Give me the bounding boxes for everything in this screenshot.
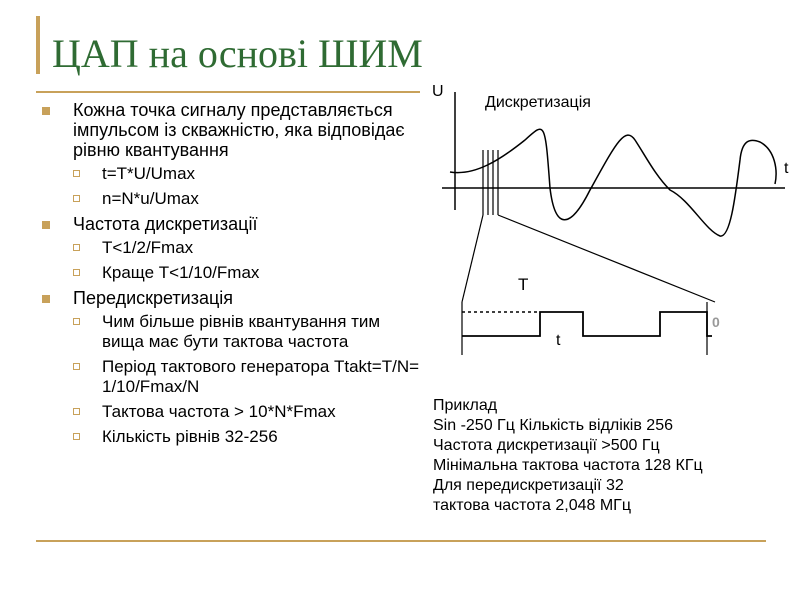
sub-bullet-text: T<1/2/Fmax — [102, 238, 194, 257]
t-axis-label: t — [784, 160, 789, 177]
footer-rule — [36, 540, 766, 542]
bullet-item — [42, 100, 422, 160]
sub-bullet-square-icon — [73, 269, 80, 276]
bullet-square-icon — [42, 221, 50, 229]
u-axis-label: U — [432, 83, 444, 100]
bullet-square-icon — [42, 107, 50, 115]
sampling-label: Дискретизація — [485, 94, 591, 111]
sub-bullet-square-icon — [73, 170, 80, 177]
pwm-waveform — [462, 312, 712, 336]
bullet-text: Передискретизація — [73, 288, 234, 308]
example-line: Частота дискретизації >500 Гц — [433, 437, 660, 454]
bullet-square-icon — [42, 295, 50, 303]
example-block — [433, 396, 703, 516]
sub-bullet-item — [42, 427, 422, 447]
sub-bullet-square-icon — [73, 195, 80, 202]
sub-bullet-text: Період тактового генератора Ttakt=T/N= 1/10/Fmax/N — [102, 357, 420, 396]
example-line: Sin -250 Гц Кількість відліків 256 — [433, 417, 673, 434]
slide-title: ЦАП на основі ШИМ — [52, 31, 423, 76]
sub-bullet-text: Тактова частота > 10*N*Fmax — [102, 402, 336, 421]
sub-bullet-square-icon — [73, 433, 80, 440]
sub-bullet-square-icon — [73, 408, 80, 415]
zoom-line-left — [462, 215, 483, 302]
example-line: Приклад — [433, 397, 498, 414]
top-accent-bar — [36, 16, 40, 74]
sub-bullet-item — [42, 312, 422, 352]
period-label: T — [518, 275, 529, 294]
signal-waveform — [450, 129, 776, 236]
title-underline — [36, 91, 420, 93]
bullet-text: Частота дискретизації — [73, 214, 258, 234]
zoom-line-right — [498, 215, 715, 302]
sub-bullet-text: Кількість рівнів 32-256 — [102, 427, 278, 446]
sub-bullet-square-icon — [73, 244, 80, 251]
bullet-item — [42, 214, 422, 234]
sub-bullet-item — [42, 263, 422, 283]
zero-level-label: 0 — [712, 314, 720, 330]
sub-bullet-text: t=T*U/Umax — [102, 164, 196, 183]
bullet-list — [42, 100, 422, 452]
sub-bullet-item — [42, 402, 422, 422]
example-line: Для передискретизації 32 — [433, 477, 624, 494]
sub-bullet-item — [42, 189, 422, 209]
sub-bullet-square-icon — [73, 363, 80, 370]
bullet-text: Кожна точка сигналу представляється імпульсом із скважністю, яка відповідає рівню квантування — [73, 100, 405, 160]
sub-bullet-square-icon — [73, 318, 80, 325]
bullet-item — [42, 288, 422, 308]
pwm-diagram — [430, 80, 800, 380]
sub-bullet-text: Краще T<1/10/Fmax — [102, 263, 260, 282]
sub-bullet-item — [42, 357, 422, 397]
sub-bullet-text: Чим більше рівнів квантування тим вища має бути тактова частота — [102, 312, 381, 351]
sub-bullet-item — [42, 238, 422, 258]
sub-bullet-item — [42, 164, 422, 184]
example-line: тактова частота 2,048 МГц — [433, 497, 631, 514]
pulse-width-label: t — [556, 332, 561, 349]
sub-bullet-text: n=N*u/Umax — [102, 189, 199, 208]
example-line: Мінімальна тактова частота 128 КГц — [433, 457, 703, 474]
